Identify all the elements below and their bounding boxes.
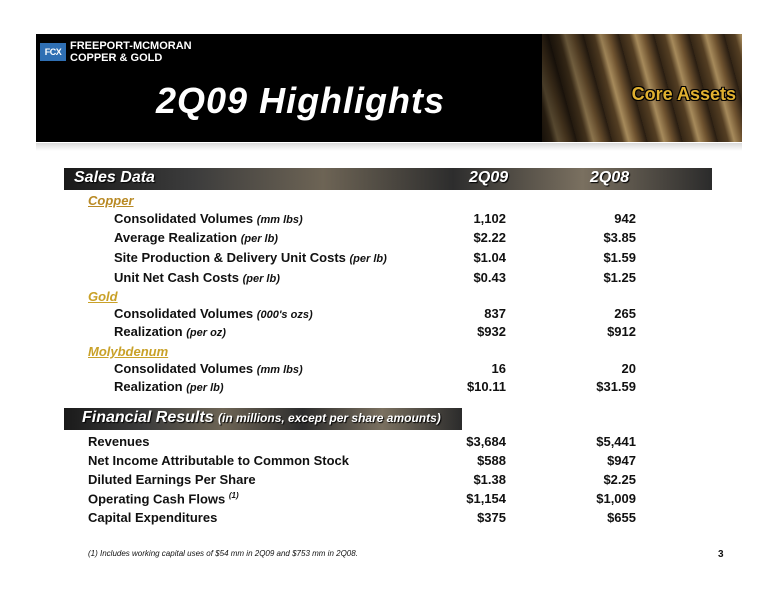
footnote: (1) Includes working capital uses of $54 mm in 2Q09 and $753 mm in 2Q08. [88,549,358,558]
value-2q08: $1.25 [603,270,636,285]
section-copper: Copper [88,193,134,208]
row-label [88,472,256,487]
value-2q08: $2.25 [603,472,636,487]
row-label [88,491,239,506]
table-row [0,306,776,326]
row-unit: (mm lbs) [256,214,303,226]
row-footnote-ref: (1) [228,491,239,500]
value-2q09: $1.04 [473,250,506,265]
row-label [114,250,387,265]
row-label-text: Net Income Attributable to Common Stock [88,453,349,468]
value-2q08: $1.59 [603,250,636,265]
value-2q08: $5,441 [596,434,636,449]
section-gold: Gold [88,289,118,304]
row-label-text: Revenues [88,434,150,449]
row-label-text: Unit Net Cash Costs [114,270,239,285]
value-2q09: 1,102 [473,211,506,226]
row-label-text: Consolidated Volumes [114,211,254,226]
row-unit: (per lb) [349,253,387,265]
row-label [114,230,278,245]
header-separator [36,143,742,151]
value-2q09: $0.43 [473,270,506,285]
value-2q09: $2.22 [473,230,506,245]
row-label-text: Realization [114,379,183,394]
row-label [114,306,313,321]
row-unit: (000's ozs) [256,309,313,321]
table-row [0,472,776,492]
table-row [0,434,776,454]
value-2q09: 16 [491,361,506,376]
row-unit: (per lb) [186,382,224,394]
row-label [114,270,280,285]
table-row [0,491,776,511]
value-2q09: $932 [477,324,506,339]
row-label [114,379,224,394]
value-2q08: $31.59 [596,379,636,394]
row-label-text: Site Production & Delivery Unit Costs [114,250,346,265]
table-row [0,270,776,290]
row-label [114,324,226,339]
value-2q09: $10.11 [466,379,506,394]
row-label-text: Capital Expenditures [88,510,218,525]
row-label-text: Realization [114,324,183,339]
value-2q08: 265 [614,306,636,321]
financial-results-heading [82,409,441,427]
row-label-text: Consolidated Volumes [114,361,254,376]
value-2q08: $1,009 [596,491,636,506]
column-header-2q09: 2Q09 [469,169,509,186]
table-row [0,361,776,381]
row-label-text: Diluted Earnings Per Share [88,472,256,487]
row-label [114,211,303,226]
banner-fade [492,34,612,142]
row-unit: (per lb) [240,233,278,245]
row-unit: (mm lbs) [256,364,303,376]
financial-results-subtitle: (in millions, except per share amounts) [218,411,441,425]
section-molybdenum: Molybdenum [88,344,169,359]
value-2q09: $375 [477,510,506,525]
row-label [88,510,217,525]
table-row [0,453,776,473]
company-logo-icon: FCX [40,43,66,61]
slide-title: 2Q09 Highlights [156,80,446,121]
value-2q09: $3,684 [466,434,506,449]
header-banner [36,34,742,142]
company-name-line1: FREEPORT-MCMORAN [70,40,192,52]
row-label-text: Average Realization [114,230,238,245]
value-2q09: $588 [477,453,506,468]
page-number: 3 [718,549,724,560]
value-2q09: $1,154 [466,491,506,506]
row-label [88,434,149,449]
value-2q08: $912 [607,324,636,339]
value-2q08: $655 [607,510,636,525]
table-row [0,211,776,231]
value-2q09: $1.38 [473,472,506,487]
sales-data-header [64,168,712,190]
value-2q08: $3.85 [603,230,636,245]
value-2q08: 20 [621,361,636,376]
row-label [88,453,349,468]
value-2q08: $947 [607,453,636,468]
core-assets-badge: Core Assets [631,84,736,104]
financial-results-header [64,408,462,430]
table-row [0,510,776,530]
table-row [0,230,776,250]
value-2q08: 942 [614,211,636,226]
row-label-text: Operating Cash Flows [88,491,226,507]
table-row [0,324,776,344]
sales-data-heading: Sales Data [74,169,155,186]
company-name-line2: COPPER & GOLD [70,52,163,64]
row-unit: (per oz) [186,327,226,339]
row-label [114,361,303,376]
row-unit: (per lb) [242,273,280,285]
value-2q09: 837 [484,306,506,321]
table-row [0,379,776,399]
table-row [0,250,776,270]
company-name [70,40,192,64]
row-label-text: Consolidated Volumes [114,306,254,321]
financial-results-title: Financial Results [82,409,214,426]
column-header-2q08: 2Q08 [590,169,630,186]
